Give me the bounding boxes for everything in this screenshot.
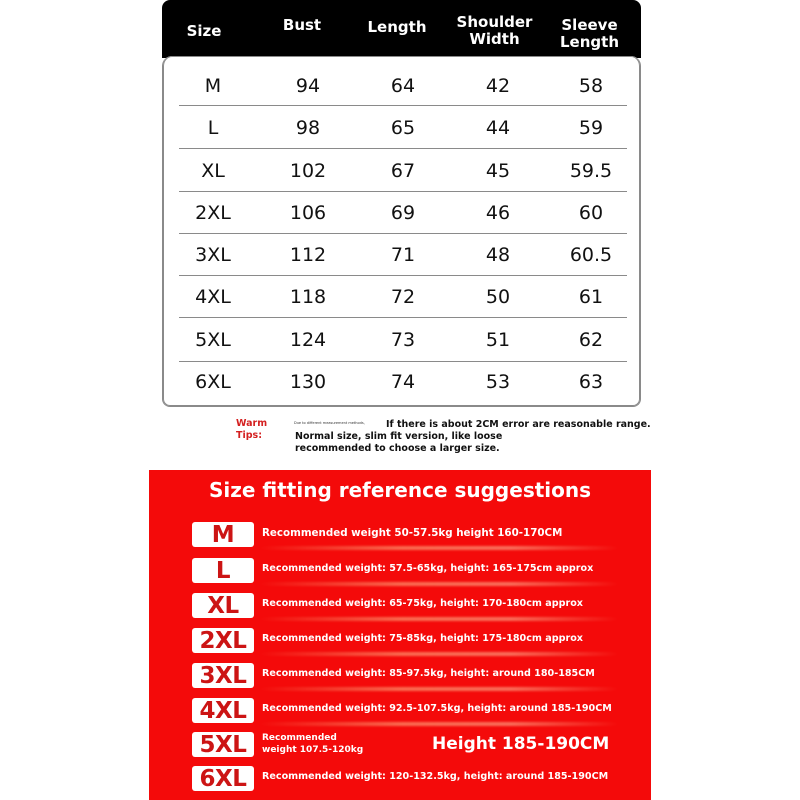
cell-bust: 106 — [289, 202, 327, 224]
suggestion-height-text: Height 185-190CM — [432, 734, 610, 754]
table-header — [162, 0, 641, 58]
cell-shoulder: 53 — [485, 371, 511, 393]
header-shoulder-width: Shoulder Width — [456, 13, 533, 48]
suggestion-text: Recommended weight: 85-97.5kg, height: around 180-185CM — [262, 668, 595, 679]
cell-size: 6XL — [195, 371, 231, 393]
row-divider — [179, 105, 627, 106]
suggestion-weight-text: Recommended weight 107.5-120kg — [262, 733, 364, 755]
cell-length: 71 — [390, 244, 416, 266]
suggestion-row-3xl — [149, 663, 651, 691]
suggestions-title: Size fitting reference suggestions — [208, 478, 592, 502]
suggestion-row-4xl — [149, 698, 651, 726]
suggestion-text: Recommended weight: 120-132.5kg, height: around 185-190CM — [262, 771, 609, 782]
suggestion-row-2xl — [149, 628, 651, 656]
cell-shoulder: 51 — [485, 329, 511, 351]
table-body — [162, 56, 641, 407]
cell-shoulder: 42 — [485, 75, 511, 97]
decorative-glow — [259, 546, 619, 550]
cell-length: 74 — [390, 371, 416, 393]
header-size: Size — [186, 21, 222, 40]
decorative-glow — [259, 687, 619, 691]
header-bust: Bust — [282, 15, 322, 34]
cell-sleeve: 59.5 — [569, 160, 613, 182]
cell-size: 3XL — [195, 244, 231, 266]
table-row — [163, 150, 642, 192]
cell-sleeve: 60 — [578, 202, 604, 224]
tips-tiny-text: Due to different measurement methods, — [294, 421, 365, 425]
cell-shoulder: 46 — [485, 202, 511, 224]
suggestion-row-xl — [149, 593, 651, 621]
size-badge: 2XL — [192, 628, 254, 653]
cell-bust: 102 — [289, 160, 327, 182]
cell-length: 67 — [390, 160, 416, 182]
header-length: Length — [367, 17, 427, 36]
cell-length: 64 — [390, 75, 416, 97]
size-badge: M — [192, 522, 254, 547]
decorative-glow — [259, 582, 619, 586]
suggestion-text: Recommended weight: 57.5-65kg, height: 165-175cm approx — [262, 563, 594, 574]
cell-bust: 94 — [295, 75, 321, 97]
size-badge: 6XL — [192, 766, 254, 791]
size-badge: XL — [192, 593, 254, 618]
size-badge: L — [192, 558, 254, 583]
cell-sleeve: 62 — [578, 329, 604, 351]
suggestion-text: Recommended weight: 65-75kg, height: 170-180cm approx — [262, 598, 583, 609]
cell-shoulder: 44 — [485, 117, 511, 139]
tips-line-3: recommended to choose a larger size. — [295, 443, 500, 454]
cell-size: M — [204, 75, 222, 97]
cell-size: L — [207, 117, 219, 139]
tips-line-2: Normal size, slim fit version, like loose — [295, 431, 503, 442]
size-suggestions-panel — [149, 470, 651, 800]
cell-bust: 112 — [289, 244, 327, 266]
cell-size: 5XL — [195, 329, 231, 351]
cell-bust: 130 — [289, 371, 327, 393]
cell-size: 4XL — [195, 286, 231, 308]
table-row — [163, 319, 642, 361]
suggestion-row-l — [149, 558, 651, 586]
size-badge: 4XL — [192, 698, 254, 723]
cell-size: XL — [201, 160, 225, 182]
size-badge: 3XL — [192, 663, 254, 688]
suggestion-text: Recommended weight: 92.5-107.5kg, height: around 185-190CM — [262, 703, 612, 714]
suggestion-text: Recommended weight: 75-85kg, height: 175-180cm approx — [262, 633, 583, 644]
warm-tips — [236, 418, 656, 462]
row-divider — [179, 148, 627, 149]
table-row — [163, 192, 642, 234]
cell-sleeve: 61 — [578, 286, 604, 308]
cell-bust: 118 — [289, 286, 327, 308]
cell-sleeve: 60.5 — [569, 244, 613, 266]
cell-length: 72 — [390, 286, 416, 308]
row-divider — [179, 317, 627, 318]
tips-label: Warm Tips: — [236, 418, 268, 441]
decorative-glow — [259, 617, 619, 621]
suggestion-row-5xl — [149, 732, 651, 760]
decorative-glow — [259, 722, 619, 726]
cell-sleeve: 58 — [578, 75, 604, 97]
cell-length: 73 — [390, 329, 416, 351]
size-badge: 5XL — [192, 732, 254, 757]
suggestion-row-6xl — [149, 766, 651, 794]
cell-shoulder: 48 — [485, 244, 511, 266]
cell-shoulder: 50 — [485, 286, 511, 308]
cell-size: 2XL — [195, 202, 231, 224]
cell-shoulder: 45 — [485, 160, 511, 182]
cell-length: 69 — [390, 202, 416, 224]
cell-length: 65 — [390, 117, 416, 139]
cell-sleeve: 59 — [578, 117, 604, 139]
suggestion-text: Recommended weight 50-57.5kg height 160-170CM — [262, 527, 563, 539]
header-sleeve-length: Sleeve Length — [560, 16, 619, 51]
size-chart-table — [162, 0, 641, 408]
suggestion-row-m — [149, 522, 651, 550]
cell-bust: 98 — [295, 117, 321, 139]
table-row — [163, 234, 642, 276]
table-row — [163, 361, 642, 403]
table-row — [163, 107, 642, 149]
tips-line-1: If there is about 2CM error are reasonable range. — [386, 419, 651, 430]
decorative-glow — [259, 652, 619, 656]
cell-sleeve: 63 — [578, 371, 604, 393]
cell-bust: 124 — [289, 329, 327, 351]
table-row — [163, 276, 642, 318]
table-row — [163, 65, 642, 107]
